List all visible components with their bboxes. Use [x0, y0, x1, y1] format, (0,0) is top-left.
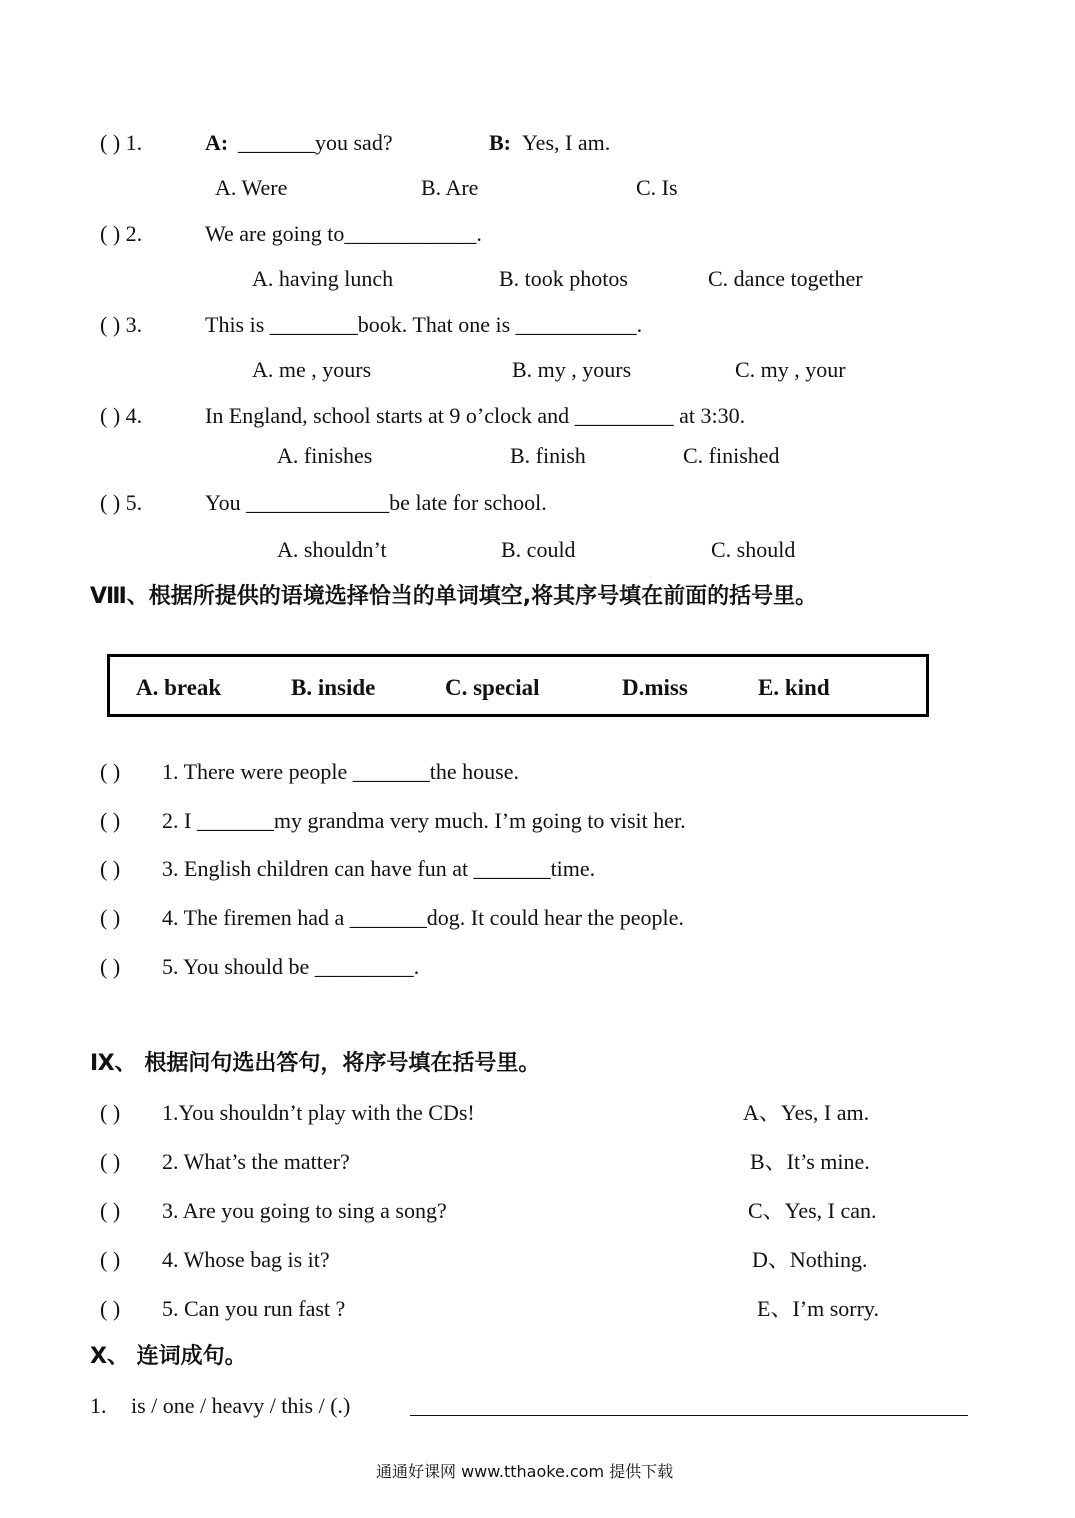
- option-c: C. finished: [683, 443, 780, 468]
- answer-option: B、It’s mine.: [750, 1149, 870, 1174]
- question-text: 4. Whose bag is it?: [162, 1247, 330, 1272]
- option-c: C. Is: [636, 175, 678, 200]
- answer-paren[interactable]: ( ): [100, 905, 121, 930]
- answer-paren[interactable]: ( ) 1.: [100, 130, 143, 155]
- option-b: B. finish: [510, 443, 586, 468]
- footer-credit: 通通好课网 www.tthaoke.com 提供下载: [376, 1462, 674, 1481]
- word-sequence: is / one / heavy / this / (.): [131, 1393, 351, 1418]
- answer-paren[interactable]: ( ): [100, 1198, 121, 1223]
- option-c: C. my , your: [735, 357, 846, 382]
- item-text: 2. I _______my grandma very much. I’m going to visit her.: [162, 808, 686, 833]
- word-option-b: B. inside: [291, 675, 376, 700]
- answer-paren[interactable]: ( ): [100, 1247, 121, 1272]
- option-b: B. took photos: [499, 266, 628, 291]
- item-text: 5. You should be _________.: [162, 954, 420, 979]
- option-a: A. me , yours: [252, 357, 372, 382]
- word-option-d: D.miss: [622, 675, 688, 700]
- speaker-b-label: B:: [489, 130, 511, 155]
- answer-paren[interactable]: ( ): [100, 954, 121, 979]
- section-8-heading: Ⅷ、根据所提供的语境选择恰当的单词填空,将其序号填在前面的括号里。: [90, 584, 818, 609]
- answer-paren[interactable]: ( ) 5.: [100, 490, 143, 515]
- section-10-heading: Ⅹ、 连词成句。: [90, 1344, 247, 1369]
- answer-option: E、I’m sorry.: [757, 1296, 879, 1321]
- option-a: A. having lunch: [252, 266, 394, 291]
- question-text: 2. What’s the matter?: [162, 1149, 350, 1174]
- answer-paren[interactable]: ( ): [100, 1296, 121, 1321]
- question-text: In England, school starts at 9 o’clock and _________ at 3:30.: [205, 403, 746, 428]
- word-option-a: A. break: [136, 675, 222, 700]
- answer-paren[interactable]: ( ) 3.: [100, 312, 143, 337]
- word-option-e: E. kind: [758, 675, 830, 700]
- question-text: 5. Can you run fast ?: [162, 1296, 346, 1321]
- question-text: We are going to____________.: [205, 221, 482, 246]
- answer-text: Yes, I am.: [522, 130, 611, 155]
- item-text: 3. English children can have fun at _______time.: [162, 856, 596, 881]
- option-b: B. my , yours: [512, 357, 632, 382]
- answer-paren[interactable]: ( ) 4.: [100, 403, 143, 428]
- answer-option: A、Yes, I am.: [743, 1100, 870, 1125]
- question-text: You _____________be late for school.: [205, 490, 547, 515]
- answer-paren[interactable]: ( ): [100, 856, 121, 881]
- question-text: 3. Are you going to sing a song?: [162, 1198, 447, 1223]
- item-text: 1. There were people _______the house.: [162, 759, 519, 784]
- item-text: 4. The firemen had a _______dog. It could hear the people.: [162, 905, 684, 930]
- option-a: A. shouldn’t: [277, 537, 387, 562]
- speaker-a-label: A:: [205, 130, 229, 155]
- answer-paren[interactable]: ( ): [100, 759, 121, 784]
- question-text: This is ________book. That one is ___________.: [205, 312, 643, 337]
- answer-line[interactable]: [410, 1415, 968, 1416]
- question-text: _______you sad?: [238, 130, 393, 155]
- answer-option: D、Nothing.: [752, 1247, 868, 1272]
- word-option-c: C. special: [445, 675, 540, 700]
- item-number: 1.: [90, 1393, 107, 1418]
- answer-paren[interactable]: ( ): [100, 808, 121, 833]
- option-b: B. could: [501, 537, 576, 562]
- section-9-heading: Ⅸ、 根据问句选出答句，将序号填在括号里。: [90, 1051, 541, 1076]
- option-a: A. Were: [215, 175, 288, 200]
- option-a: A. finishes: [277, 443, 373, 468]
- option-b: B. Are: [421, 175, 479, 200]
- answer-paren[interactable]: ( ): [100, 1100, 121, 1125]
- option-c: C. dance together: [708, 266, 863, 291]
- answer-option: C、Yes, I can.: [748, 1198, 877, 1223]
- answer-paren[interactable]: ( ) 2.: [100, 221, 143, 246]
- answer-paren[interactable]: ( ): [100, 1149, 121, 1174]
- question-text: 1.You shouldn’t play with the CDs!: [162, 1100, 475, 1125]
- option-c: C. should: [711, 537, 796, 562]
